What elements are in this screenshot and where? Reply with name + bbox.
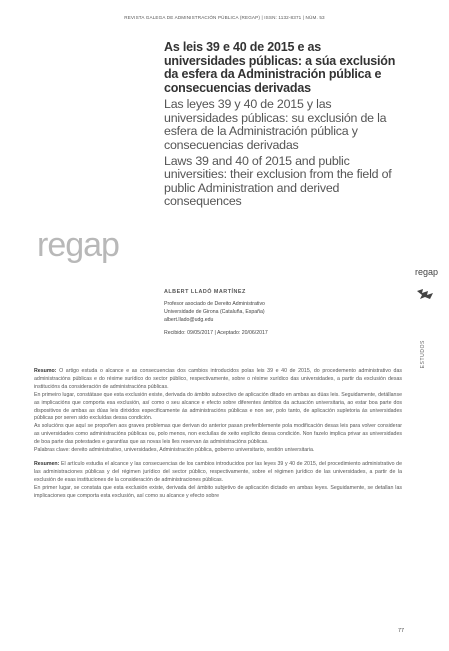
abstract-gl-p2: En primeiro lugar, constátase que esta exclusión existe, derivada do ámbito subxectivo de aplicación ditado en ambas as dúas leis. Seguidamente, detállanse as implicacións que comporta esa exclusión, así como o seu alcance e efecto sobre diferentes ámbitos da actuación universitaria, ao estar boa parte dos dispositivos de ambas as dúas leis dirixidos especificamente ás administracións públicas e non ser, polo tanto, de aplicación supletoria ás universidades públicas por seren sido excluídas dessa condición.	[34, 391, 402, 422]
received-accepted-dates: Recibido: 09/05/2017 | Aceptado: 20/06/2017	[164, 330, 268, 336]
title-block	[164, 41, 404, 209]
journal-logo: regap	[37, 226, 119, 264]
abstract-es-p2: En primer lugar, se constata que esta exclusión existe, derivada del ámbito subjetivo de aplicación dictado en ambas leyes. Seguidamente, se detallan las implicaciones que comporta esta exclusión, así como su alcance y efecto sobre	[34, 484, 402, 499]
author-affiliation-2: Universidade de Girona (Cataluña, España)	[164, 309, 265, 315]
author-name: ALBERT LLADÓ MARTÍNEZ	[164, 289, 246, 295]
sidebar-logo: regap	[415, 267, 439, 277]
abstract-gl-label: Resumo:	[34, 368, 57, 374]
page-number: 77	[398, 628, 404, 634]
author-email: albert.llado@udg.edu	[164, 317, 214, 323]
running-head: REVISTA GALEGA DE ADMINISTRACIÓN PÚBLICA (REGAP) | ISSN: 1132-8371 | NÚM. 53	[124, 15, 325, 20]
abstracts	[34, 368, 402, 501]
abstract-gl-keywords: Palabras clave: dereito administrativo, universidades, Administración pública, goberno universitario, xestión universitaria.	[34, 447, 315, 454]
abstract-gl-text-1: O artigo estuda o alcance e as consecuencias dos cambios introducidos polas leis 39 e 40 de 2015, do procedemento administrativo das administracións públicas e do réxime xurídico do sector público, respectivamente, sobre o réxime xurídico das universidades, a partir da exclusión desas institucións da consideración de administracións públicas.	[34, 368, 402, 390]
author-affiliation-1: Profesor asociado de Dereito Administrativo	[164, 301, 265, 307]
abstract-es-label: Resumen:	[34, 460, 60, 467]
title-spanish: Las leyes 39 y 40 de 2015 y las universidades públicas: su exclusión de la esfera de la Administración pública y consecuencias derivadas	[164, 97, 387, 152]
abstract-gl-p3: As solucións que aquí se propoñen aos graves problemas que derivan do anterior pasan preferiblemente pola modificación desas leis para volver considerar as universidades como administracións públicas ou, polo menos, non excluílas de xeito explícito dessa condición. Non fazelo implica privar as universidades de boa parte das potestades e garantías que as novas leis lles reservan ás administracións públicas.	[34, 423, 402, 446]
abstract-es-p1	[34, 461, 402, 485]
title-english: Laws 39 and 40 of 2015 and public universities: their exclusion from the field of public Administration and derived consequences	[164, 154, 392, 209]
title-galician: As leis 39 e 40 de 2015 e as universidades públicas: a súa exclusión da esfera da Administración pública e consecuencias derivadas	[164, 40, 396, 95]
journal-emblem-icon	[416, 288, 434, 300]
abstract-gl-p1	[34, 368, 402, 392]
section-label: ESTUDOS	[420, 340, 426, 369]
abstract-es-text-1: El artículo estudia el alcance y las consecuencias de los cambios introducidos por las leyes 39 y 40 de 2015, del procedimiento administrativo de las administraciones públicas y del régimen jurídico del sector público, respectivamente, sobre el régimen jurídico de las universidades, a partir de la exclusión de esas instituciones de la consideración de administraciones públicas.	[34, 460, 402, 483]
author-block	[164, 289, 384, 336]
